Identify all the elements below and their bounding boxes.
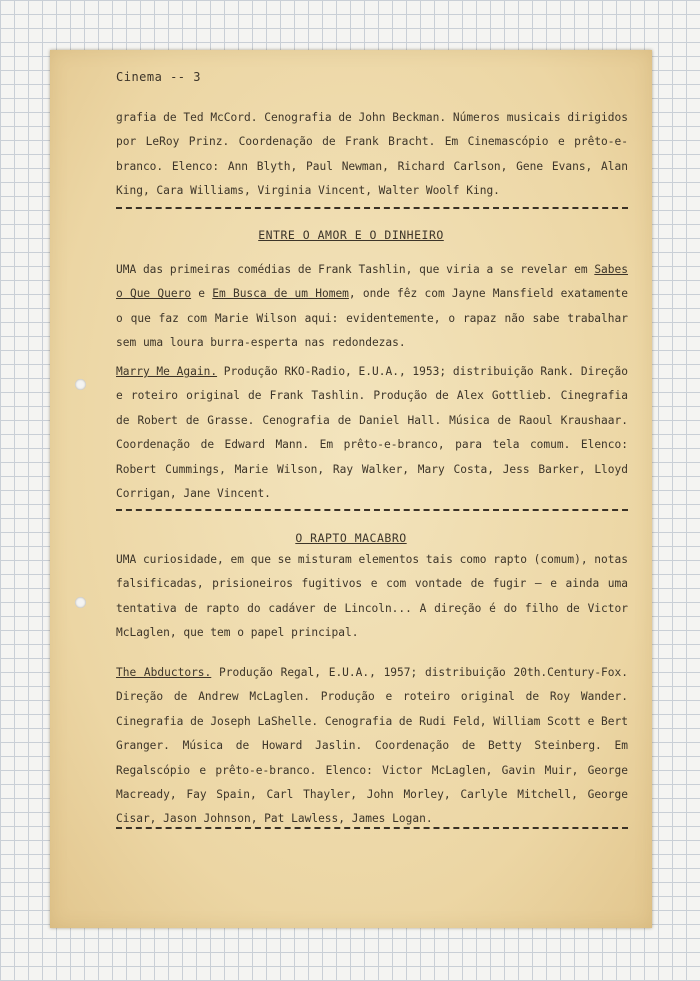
section-title: ENTRE O AMOR E O DINHEIRO	[258, 228, 444, 242]
credits-paragraph: grafia de Ted McCord. Cenografia de John Beckman. Números musicais dirigidos por LeRoy Prinz. Coordenação de Frank Bracht. Em Cinemascópio e prêto-e-branco. Elenco: Ann Blyth, Paul Newman, Richard Carlson, Gene Evans, Alan King, Cara Williams, Virginia Vincent, Walter Woolf King.	[116, 111, 628, 198]
review-text	[116, 258, 628, 356]
punch-hole	[75, 597, 86, 608]
original-film-title: The Abductors.	[116, 666, 212, 679]
typewritten-page	[50, 50, 652, 928]
credits-paragraph	[116, 360, 628, 506]
section-divider	[116, 207, 628, 209]
original-film-title: Marry Me Again.	[116, 365, 218, 378]
credits-paragraph	[116, 661, 628, 832]
review-paragraph	[116, 258, 628, 356]
review-text-part: UMA das primeiras comédias de Frank Tashlin, que viria a se revelar em	[116, 263, 595, 276]
credits-text: Produção RKO-Radio, E.U.A., 1953; distribuição Rank. Direção e roteiro original de Frank Tashlin. Produção de Alex Gottlieb. Cinegrafia de Robert de Grasse. Cenografia de Daniel Hall. Música de Raoul Kraushaar. Coordenação de Edward Mann. Em prêto-e-branco, para tela comum. Elenco: Robert Cummings, Marie Wilson, Ray Walker, Mary Costa, Jess Barker, Lloyd Corrigan, Jane Vincent.	[116, 365, 628, 501]
film-reference: Em Busca de um Homem	[212, 287, 349, 301]
review-paragraph	[116, 548, 628, 646]
credits-continued	[116, 106, 628, 204]
section-divider	[116, 509, 628, 511]
credits-text: Produção Regal, E.U.A., 1957; distribuição 20th.Century-Fox. Direção de Andrew McLaglen. Produção e roteiro original de Roy Wander. Cinegrafia de Joseph LaShelle. Cenografia de Rudi Feld, William Scott e Bert Granger. Música de Howard Jaslin. Coordenação de Betty Steinberg. Em Regalscópio e prêto-e-branco. Elenco: Victor McLaglen, Gavin Muir, George Macready, Fay Spain, Carl Thayler, John Morley, Carlyle Mitchell, George Cisar, Jason Johnson, Pat Lawless, James Logan.	[116, 666, 628, 826]
review-text: UMA curiosidade, em que se misturam elementos tais como rapto (comum), notas falsificadas, prisioneiros fugitivos e com vontade de fugir — e ainda uma tentativa de rapto do cadáver de Lincoln... A direção é do filho de Victor McLaglen, que tem o papel principal.	[116, 553, 628, 640]
film-credits	[116, 661, 628, 832]
punch-hole	[75, 379, 86, 390]
film-reference: Sabes o Que Quero	[116, 263, 628, 301]
page-header: Cinema -- 3	[116, 70, 201, 84]
film-credits	[116, 360, 628, 506]
review-text-part: e	[191, 287, 213, 301]
section-title: O RAPTO MACABRO	[295, 531, 407, 545]
review-text-part: , onde fêz com Jayne Mansfield exatamente o que faz com Marie Wilson aqui: evidentemente, o rapaz não sabe trabalhar sem uma loura burra-esperta nas redondezas.	[116, 287, 628, 350]
section-divider	[116, 827, 628, 829]
